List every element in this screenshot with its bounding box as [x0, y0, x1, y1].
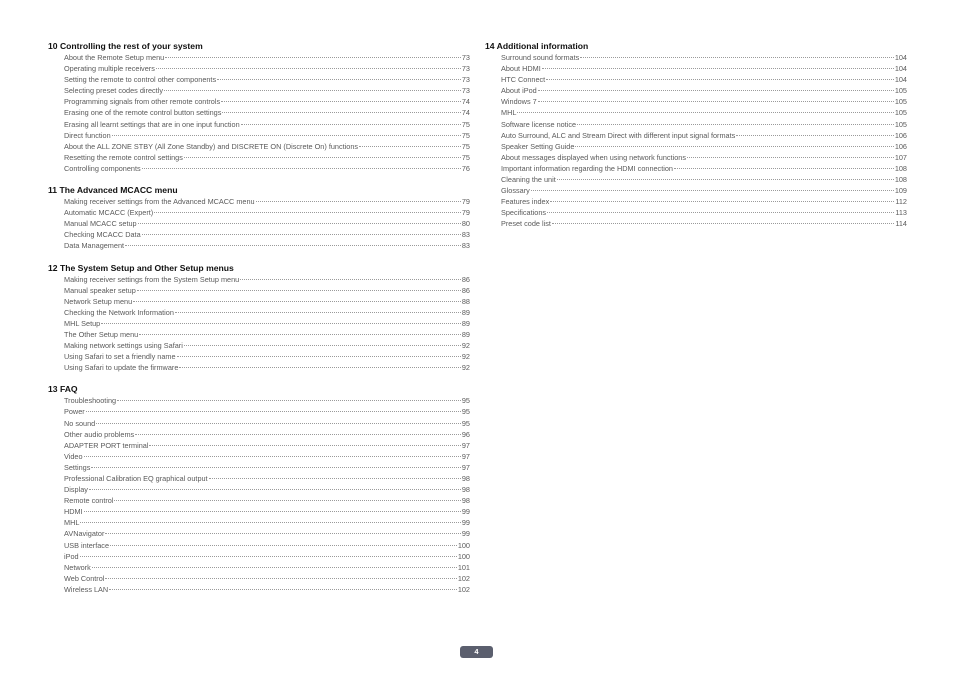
- toc-entry-title: MHL Setup: [64, 318, 101, 328]
- toc-entry-title: Data Management: [64, 241, 125, 251]
- toc-entry-title: Preset code list: [501, 219, 551, 229]
- dot-leader: [91, 467, 461, 468]
- toc-entry-title: Network: [64, 562, 91, 572]
- toc-entry-page: 95: [461, 396, 470, 406]
- toc-entry-link[interactable]: [485, 152, 907, 163]
- dot-leader: [209, 478, 461, 479]
- dot-leader: [542, 68, 894, 69]
- dot-leader: [687, 157, 894, 158]
- dot-leader: [164, 90, 461, 91]
- dot-leader: [580, 57, 894, 58]
- toc-entry-link[interactable]: [48, 551, 470, 562]
- toc-entry-link[interactable]: [48, 418, 470, 429]
- toc-entry-link[interactable]: [48, 340, 470, 351]
- toc-entry-page: 92: [461, 352, 470, 362]
- toc-entry-page: 104: [894, 75, 907, 85]
- toc-entry-title: Resetting the remote control settings: [64, 152, 183, 162]
- toc-entry-title: About iPod: [501, 86, 537, 96]
- toc-section: [48, 384, 470, 595]
- toc-entry-title: Glossary: [501, 186, 530, 196]
- dot-leader: [577, 124, 894, 125]
- toc-entry-page: 73: [461, 64, 470, 74]
- toc-entry-page: 109: [894, 186, 907, 196]
- toc-entry-link[interactable]: [485, 107, 907, 118]
- toc-entry-link[interactable]: [48, 163, 470, 174]
- toc-entry-title: Using Safari to update the firmware: [64, 363, 179, 373]
- section-heading: 11 The Advanced MCACC menu: [48, 185, 178, 196]
- toc-entry-link[interactable]: [485, 163, 907, 174]
- toc-entry-title: Network Setup menu: [64, 296, 133, 306]
- toc-entry-title: About the ALL ZONE STBY (All Zone Standby) and DISCRETE ON (Discrete On) functions: [64, 141, 359, 151]
- toc-entry-page: 92: [461, 363, 470, 373]
- toc-entry-link[interactable]: [485, 196, 907, 207]
- toc-entry-link[interactable]: [485, 130, 907, 141]
- toc-entry-link[interactable]: [48, 107, 470, 118]
- toc-entry-link[interactable]: [48, 517, 470, 528]
- toc-left-column: [48, 41, 470, 606]
- dot-leader: [538, 90, 894, 91]
- toc-entry-link[interactable]: [48, 351, 470, 362]
- toc-entry-page: 113: [895, 208, 907, 218]
- toc-entry-page: 102: [457, 573, 470, 583]
- toc-entry-page: 75: [461, 141, 470, 151]
- toc-entry-title: Checking MCACC Data: [64, 230, 141, 240]
- toc-entry-title: Operating multiple receivers: [64, 64, 155, 74]
- toc-entry-title: HTC Connect: [501, 75, 546, 85]
- toc-entry-link[interactable]: [48, 130, 470, 141]
- toc-entry-link[interactable]: [48, 462, 470, 473]
- toc-entry-title: Making network settings using Safari: [64, 341, 183, 351]
- section-heading: 10 Controlling the rest of your system: [48, 41, 203, 51]
- toc-entry-page: 75: [461, 119, 470, 129]
- toc-entry-page: 98: [461, 496, 470, 506]
- dot-leader: [101, 323, 461, 324]
- toc-entry-link[interactable]: [48, 329, 470, 340]
- toc-entry-page: 107: [894, 152, 907, 162]
- toc-entry-link[interactable]: [48, 473, 470, 484]
- toc-entry-page: 83: [461, 230, 470, 240]
- toc-entry-link[interactable]: [48, 285, 470, 296]
- toc-entry-link[interactable]: [48, 296, 470, 307]
- toc-entry-page: 95: [461, 418, 470, 428]
- toc-entry-link[interactable]: [48, 395, 470, 406]
- toc-entry-title: Other audio problems: [64, 429, 135, 439]
- toc-entry-title: Features index: [501, 197, 550, 207]
- toc-entry-title: Erasing all learnt settings that are in one input function: [64, 119, 240, 129]
- dot-leader: [114, 500, 460, 501]
- toc-entry-page: 104: [894, 64, 907, 74]
- toc-entry-title: Cleaning the unit: [501, 175, 556, 185]
- toc-entry-page: 74: [461, 97, 470, 107]
- toc-entry-page: 73: [461, 75, 470, 85]
- page-number-badge: 4: [460, 646, 493, 658]
- toc-entry-link[interactable]: [48, 573, 470, 584]
- toc-entry-title: Troubleshooting: [64, 396, 117, 406]
- dot-leader: [149, 445, 460, 446]
- toc-entry-page: 95: [461, 407, 470, 417]
- toc-entry-page: 98: [461, 474, 470, 483]
- toc-entry-title: Making receiver settings from the Advanced MCACC menu: [64, 197, 255, 207]
- toc-entry-page: 97: [461, 451, 470, 461]
- dot-leader: [184, 157, 461, 158]
- dot-leader: [84, 456, 461, 457]
- toc-entry-title: Important information regarding the HDMI connection: [501, 163, 673, 173]
- toc-section: [48, 263, 470, 374]
- dot-leader: [138, 223, 461, 224]
- toc-entry-link[interactable]: [48, 540, 470, 551]
- toc-entry-link[interactable]: [48, 307, 470, 318]
- dot-leader: [154, 212, 461, 213]
- toc-entry-page: 79: [461, 208, 470, 218]
- toc-entry-link[interactable]: [48, 141, 470, 152]
- toc-entry-page: 75: [461, 152, 470, 162]
- toc-entry-page: 86: [461, 285, 470, 295]
- dot-leader: [217, 79, 461, 80]
- toc-entry-link[interactable]: [485, 207, 907, 218]
- dot-leader: [736, 135, 894, 136]
- toc-entry-title: About HDMI: [501, 64, 541, 74]
- toc-entry-link[interactable]: [485, 218, 907, 229]
- dot-leader: [105, 533, 460, 534]
- toc-entry-page: 104: [894, 53, 907, 62]
- toc-entry-page: 99: [461, 518, 470, 528]
- dot-leader: [156, 68, 461, 69]
- toc-entry-link[interactable]: [485, 63, 907, 74]
- toc-entry-link[interactable]: [48, 406, 470, 417]
- toc-entry-title: Video: [64, 451, 83, 461]
- dot-leader: [110, 545, 457, 546]
- toc-entry-page: 100: [457, 551, 470, 561]
- toc-entry-link[interactable]: [48, 52, 470, 63]
- toc-entry-link[interactable]: [48, 562, 470, 573]
- toc-entry-link[interactable]: [48, 207, 470, 218]
- toc-entry-link[interactable]: [48, 318, 470, 329]
- toc-entry-page: 99: [461, 507, 470, 517]
- dot-leader: [552, 223, 894, 224]
- toc-entry-page: 73: [461, 53, 470, 62]
- toc-entry-title: MHL: [501, 108, 517, 118]
- toc-entry-title: Selecting preset codes directly: [64, 86, 163, 96]
- toc-entry-page: 89: [461, 307, 470, 317]
- toc-entry-title: Web Control: [64, 573, 105, 583]
- dot-leader: [112, 135, 461, 136]
- toc-entry-page: 106: [894, 130, 907, 140]
- toc-entry-title: Professional Calibration EQ graphical output: [64, 474, 208, 483]
- toc-entry-link[interactable]: [48, 429, 470, 440]
- toc-entry-title: AVNavigator: [64, 529, 105, 539]
- toc-entry-link[interactable]: [485, 185, 907, 196]
- toc-entry-link[interactable]: [485, 141, 907, 152]
- toc-entry-page: 100: [457, 540, 470, 550]
- toc-entry-title: MHL: [64, 518, 80, 528]
- dot-leader: [125, 245, 461, 246]
- dot-leader: [142, 234, 461, 235]
- toc-entry-link[interactable]: [48, 506, 470, 517]
- dot-leader: [241, 124, 461, 125]
- dot-leader: [105, 578, 456, 579]
- toc-section: [48, 185, 470, 251]
- dot-leader: [137, 290, 461, 291]
- toc-entry-page: 108: [894, 175, 907, 185]
- toc-entry-link[interactable]: [485, 96, 907, 107]
- dot-leader: [575, 146, 893, 147]
- dot-leader: [221, 101, 461, 102]
- toc-entry-link[interactable]: [48, 240, 470, 251]
- toc-entry-page: 92: [461, 341, 470, 351]
- toc-entry-link[interactable]: [48, 63, 470, 74]
- toc-entry-title: Display: [64, 485, 88, 495]
- toc-entry-page: 96: [461, 429, 470, 439]
- toc-entry-page: 98: [461, 485, 470, 495]
- toc-entry-title: Manual MCACC setup: [64, 219, 137, 229]
- toc-entry-page: 97: [461, 440, 470, 450]
- dot-leader: [531, 190, 894, 191]
- toc-entry-page: 76: [461, 163, 470, 173]
- dot-leader: [109, 589, 457, 590]
- toc-entry-link[interactable]: [48, 440, 470, 451]
- toc-entry-title: Using Safari to set a friendly name: [64, 352, 176, 362]
- toc-entry-page: 108: [894, 163, 907, 173]
- toc-entry-page: 114: [895, 219, 907, 229]
- toc-entry-title: Specifications: [501, 208, 547, 218]
- dot-leader: [142, 168, 461, 169]
- toc-entry-title: About the Remote Setup menu: [64, 53, 165, 62]
- toc-entry-title: Speaker Setting Guide: [501, 141, 575, 151]
- toc-entry-title: Making receiver settings from the System Setup menu: [64, 274, 240, 284]
- toc-entry-link[interactable]: [485, 119, 907, 130]
- section-heading: 13 FAQ: [48, 384, 78, 395]
- toc-entry-title: Software license notice: [501, 119, 577, 129]
- dot-leader: [538, 101, 894, 102]
- toc-entry-title: ADAPTER PORT terminal: [64, 440, 149, 450]
- dot-leader: [184, 345, 461, 346]
- toc-entry-title: USB interface: [64, 540, 110, 550]
- toc-entry-title: Settings: [64, 462, 91, 472]
- dot-leader: [139, 334, 461, 335]
- dot-leader: [517, 112, 893, 113]
- toc-section: [48, 41, 470, 174]
- toc-entry-page: 89: [461, 329, 470, 339]
- toc-entry-page: 88: [461, 296, 470, 306]
- toc-entry-title: About messages displayed when using network functions: [501, 152, 686, 162]
- toc-entry-link[interactable]: [485, 52, 907, 63]
- toc-entry-link[interactable]: [485, 174, 907, 185]
- toc-entry-link[interactable]: [48, 196, 470, 207]
- toc-entry-title: Setting the remote to control other components: [64, 75, 217, 85]
- toc-entry-page: 112: [895, 197, 907, 207]
- dot-leader: [92, 567, 457, 568]
- toc-entry-page: 75: [461, 130, 470, 140]
- toc-entry-link[interactable]: [48, 74, 470, 85]
- dot-leader: [84, 511, 461, 512]
- toc-entry-page: 105: [894, 119, 907, 129]
- dot-leader: [177, 356, 461, 357]
- dot-leader: [222, 112, 460, 113]
- toc-entry-link[interactable]: [48, 229, 470, 240]
- toc-entry-link[interactable]: [48, 85, 470, 96]
- dot-leader: [165, 57, 461, 58]
- toc-entry-page: 102: [457, 584, 470, 594]
- toc-entry-link[interactable]: [48, 495, 470, 506]
- dot-leader: [550, 201, 894, 202]
- toc-entry-title: Automatic MCACC (Expert): [64, 208, 154, 218]
- dot-leader: [179, 367, 461, 368]
- toc-entry-page: 105: [894, 97, 907, 107]
- toc-entry-page: 86: [461, 274, 470, 284]
- toc-entry-link[interactable]: [48, 152, 470, 163]
- dot-leader: [80, 522, 460, 523]
- toc-entry-title: The Other Setup menu: [64, 329, 139, 339]
- toc-entry-link[interactable]: [48, 218, 470, 229]
- toc-entry-link[interactable]: [48, 584, 470, 595]
- dot-leader: [359, 146, 461, 147]
- toc-entry-title: Direct function: [64, 130, 111, 140]
- toc-entry-page: 97: [461, 462, 470, 472]
- toc-entry-page: 80: [461, 219, 470, 229]
- dot-leader: [133, 301, 461, 302]
- toc-entry-title: Auto Surround, ALC and Stream Direct with different input signal formats: [501, 130, 736, 140]
- toc-entry-page: 99: [461, 529, 470, 539]
- toc-entry-link[interactable]: [48, 451, 470, 462]
- toc-entry-title: Wireless LAN: [64, 584, 109, 594]
- dot-leader: [96, 423, 461, 424]
- toc-entry-title: Programming signals from other remote controls: [64, 97, 221, 107]
- toc-entry-page: 89: [461, 318, 470, 328]
- dot-leader: [674, 168, 894, 169]
- toc-entry-page: 73: [461, 86, 470, 96]
- dot-leader: [135, 434, 461, 435]
- toc-entry-link[interactable]: [48, 119, 470, 130]
- toc-entry-title: Surround sound formats: [501, 53, 580, 62]
- section-heading: 14 Additional information: [485, 41, 589, 51]
- toc-entry-link[interactable]: [48, 528, 470, 539]
- toc-entry-link[interactable]: [48, 96, 470, 107]
- toc-entry-title: HDMI: [64, 507, 83, 517]
- toc-entry-link[interactable]: [485, 85, 907, 96]
- toc-entry-title: Controlling components: [64, 163, 141, 173]
- toc-entry-title: Erasing one of the remote control button settings: [64, 108, 222, 118]
- toc-entry-title: Checking the Network Information: [64, 307, 174, 317]
- dot-leader: [89, 489, 461, 490]
- toc-entry-page: 74: [461, 108, 470, 118]
- toc-entry-title: No sound: [64, 418, 96, 428]
- toc-entry-link[interactable]: [48, 484, 470, 495]
- toc-right-column: [485, 41, 907, 241]
- dot-leader: [547, 212, 894, 213]
- toc-entry-title: iPod: [64, 551, 79, 561]
- toc-entry-title: Power: [64, 407, 85, 417]
- toc-entry-link[interactable]: [48, 274, 470, 285]
- dot-leader: [557, 179, 894, 180]
- section-heading: 12 The System Setup and Other Setup menus: [48, 262, 234, 273]
- toc-entry-page: 105: [894, 86, 907, 96]
- toc-entry-title: Manual speaker setup: [64, 285, 136, 295]
- toc-entry-title: Windows 7: [501, 97, 537, 107]
- dot-leader: [80, 556, 457, 557]
- dot-leader: [117, 400, 461, 401]
- dot-leader: [86, 411, 461, 412]
- toc-entry-link[interactable]: [48, 362, 470, 373]
- toc-entry-page: 106: [894, 141, 907, 151]
- toc-entry-page: 101: [457, 562, 470, 572]
- dot-leader: [256, 201, 461, 202]
- toc-entry-title: Remote control: [64, 496, 114, 506]
- toc-entry-page: 105: [894, 108, 907, 118]
- dot-leader: [546, 79, 894, 80]
- toc-section: [485, 41, 907, 230]
- toc-entry-page: 79: [461, 197, 470, 207]
- dot-leader: [175, 312, 461, 313]
- dot-leader: [240, 279, 461, 280]
- toc-entry-link[interactable]: [485, 74, 907, 85]
- toc-entry-page: 83: [461, 241, 470, 251]
